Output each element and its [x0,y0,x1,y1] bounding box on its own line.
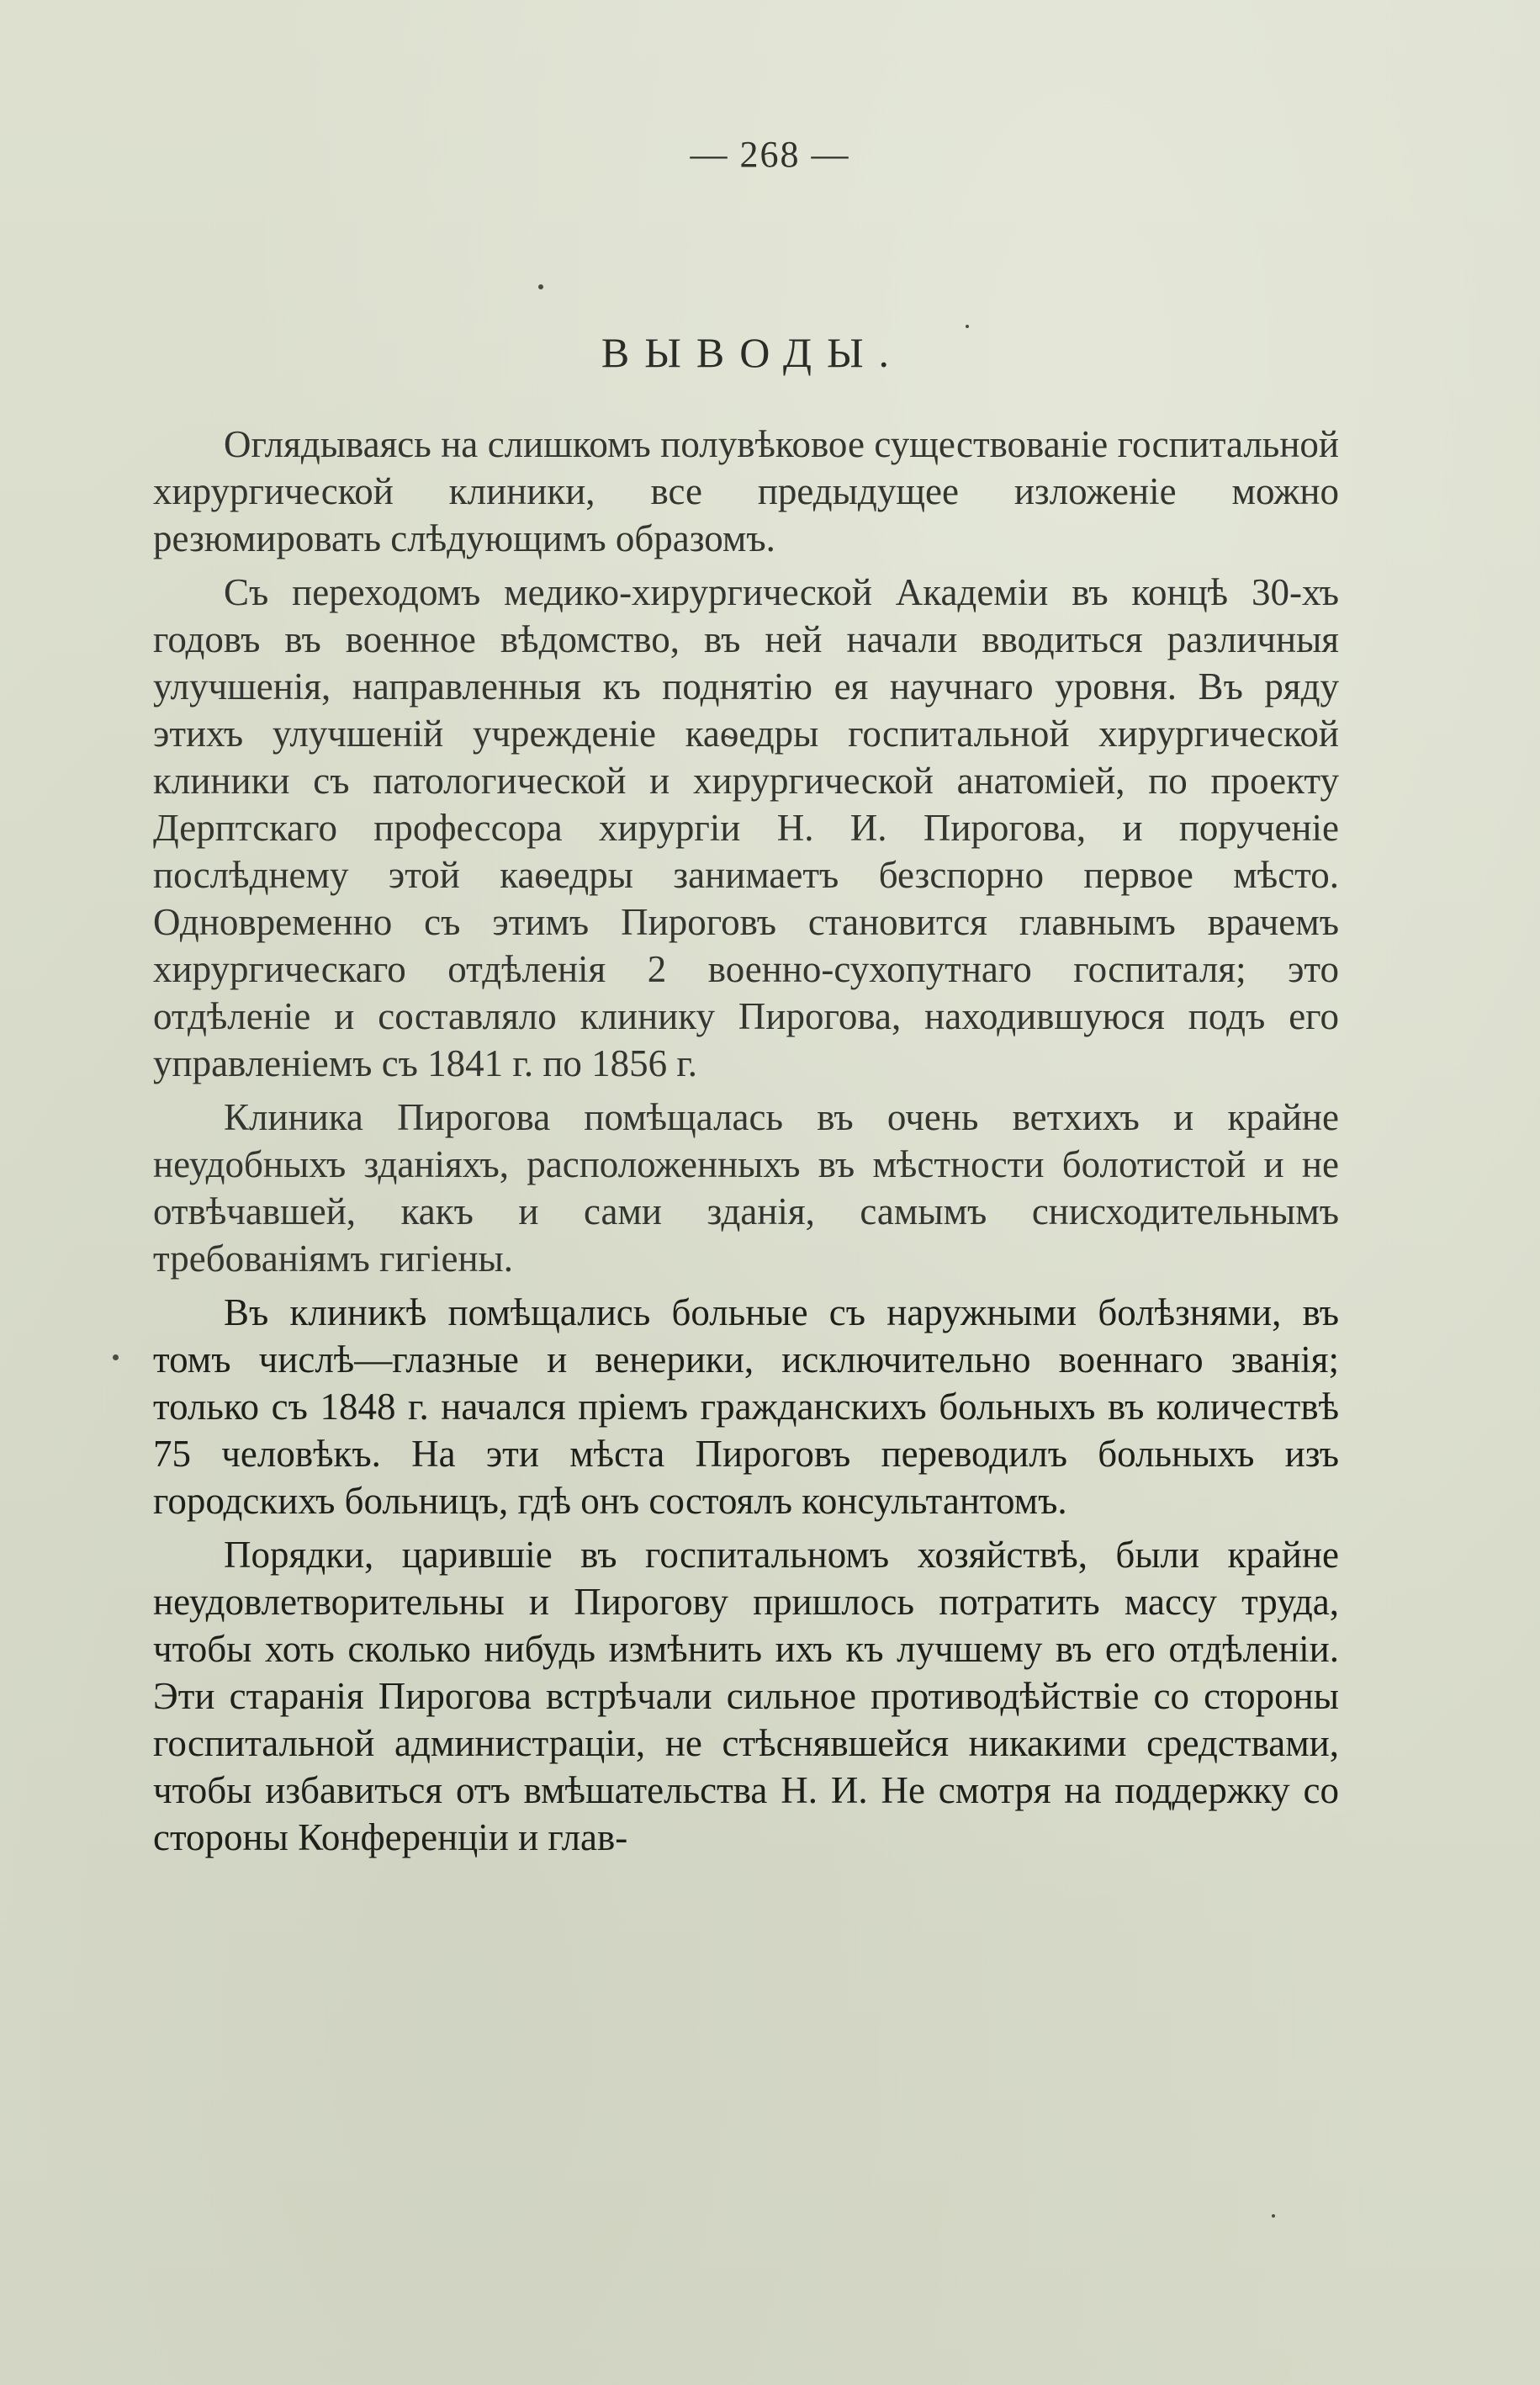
paragraph-4: Въ клиникѣ помѣщались больные съ наружными болѣзнями, въ томъ числѣ—глазные и венерики, исключительно военнаго званія; только съ 1848 г. начался пріемъ гражданскихъ больныхъ въ количествѣ 75 человѣкъ. На эти мѣста Пироговъ переводилъ больныхъ изъ городскихъ больницъ, гдѣ онъ состоялъ консультантомъ. [153,1291,1339,1522]
paper-speck [1272,2214,1275,2218]
paragraph-5: Порядки, царившіе въ госпитальномъ хозяйствѣ, были крайне неудовлетворительны и Пирогову пришлось потратить массу труда, чтобы хоть сколько нибудь измѣнить ихъ къ лучшему въ его отдѣленіи. Эти старанія Пирогова встрѣчали сильное противодѣйствіе со стороны госпитальной администраціи, не стѣснявшейся никакими средствами, чтобы избавиться отъ вмѣшательства Н. И. Не смотря на поддержку со стороны Конференціи и глав- [153,1534,1339,1858]
body-text [153,421,1339,1868]
paper-speck [538,284,543,289]
page-number: — 268 — [690,134,850,175]
paper-speck [966,325,969,328]
section-heading: ВЫВОДЫ. [601,329,905,376]
paper-speck [113,1354,119,1360]
paragraph-3: Клиника Пирогова помѣщалась въ очень ветхихъ и крайне неудобныхъ зданіяхъ, расположенныхъ въ мѣстности болотистой и не отвѣчавшей, какъ и сами зданія, самымъ снисходительнымъ требованіямъ гигіены. [153,1096,1339,1280]
paragraph-2: Съ переходомъ медико-хирургической Академіи въ концѣ 30-хъ годовъ въ военное вѣдомство, въ ней начали вводиться различныя улучшенія, направленныя къ поднятію ея научнаго уровня. Въ ряду этихъ улучшеній учрежденіе каѳедры госпитальной хирургической клиники съ патологической и хирургической анатоміей, по проекту Дерптскаго профессора хирургіи Н. И. Пирогова, и порученіе послѣднему этой каѳедры занимаетъ безспорно первое мѣсто. Одновременно съ этимъ Пироговъ становится главнымъ врачемъ хирургическаго отдѣленія 2 военно-сухопутнаго госпиталя; это отдѣленіе и составляло клинику Пирогова, находившуюся подъ его управленіемъ съ 1841 г. по 1856 г. [153,571,1339,1084]
paragraph-1: Оглядываясь на слишкомъ полувѣковое существованіе госпитальной хирургической клиники, все предыдущее изложеніе можно резюмировать слѣдующимъ образомъ. [153,423,1339,559]
